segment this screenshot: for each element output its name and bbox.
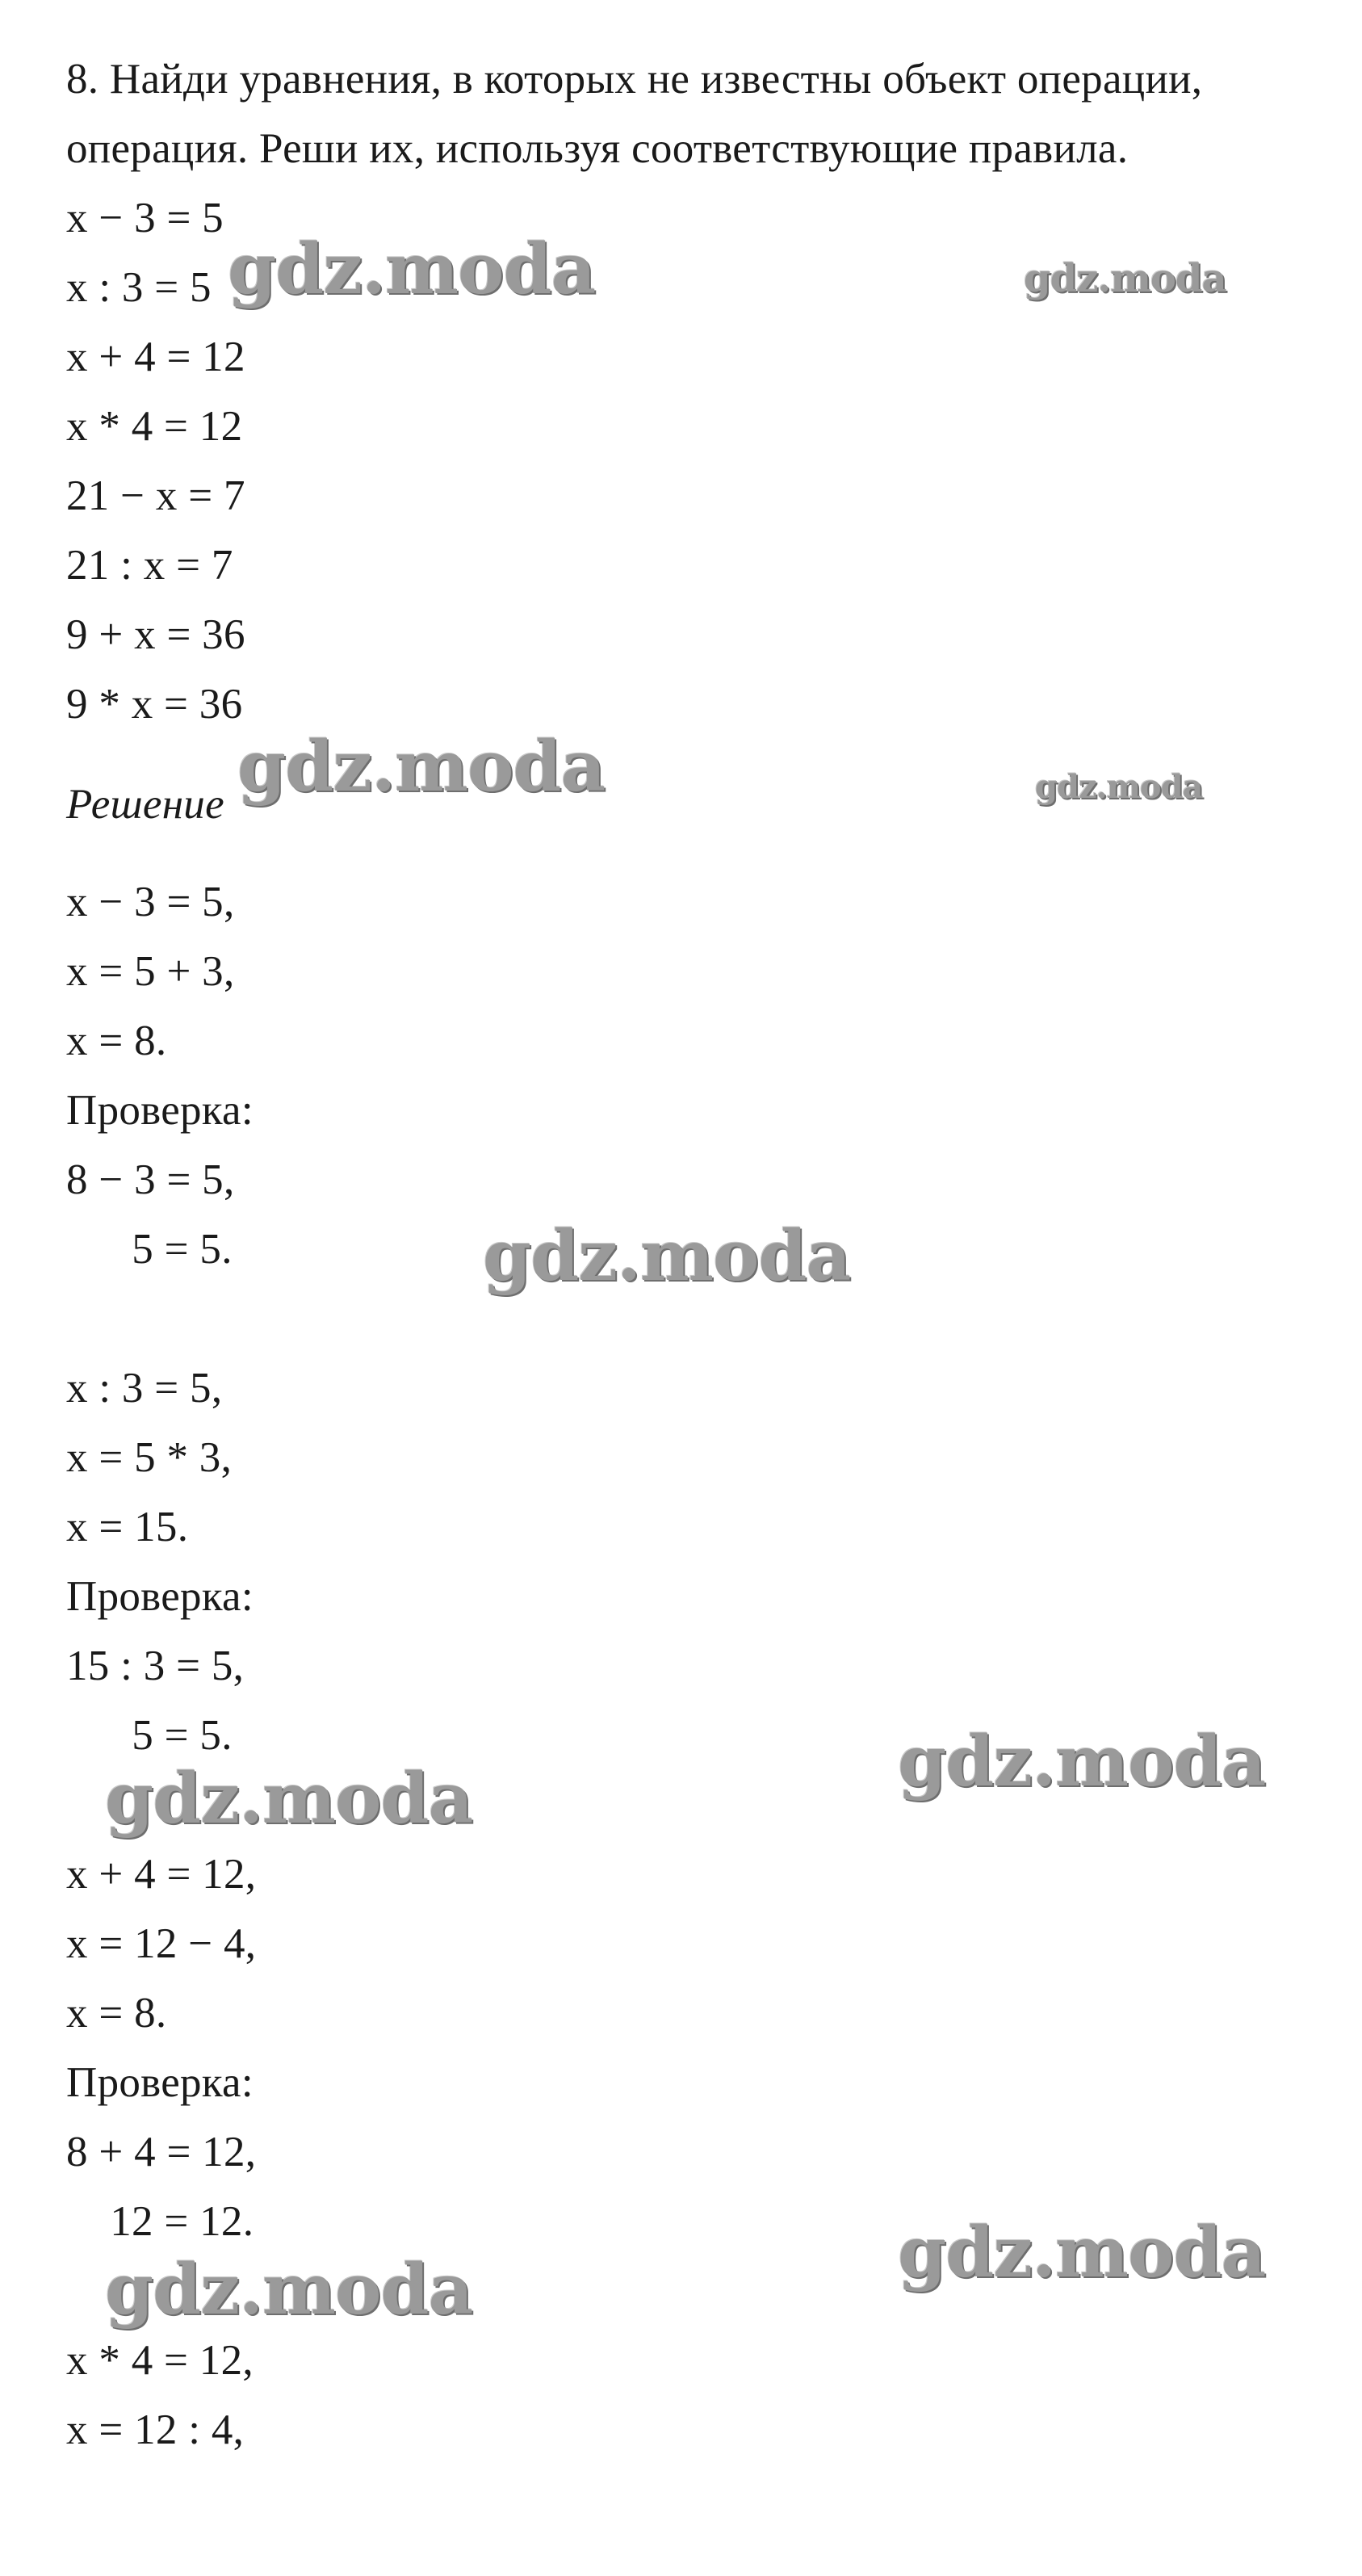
solution-1-step-3: x = 8. [66, 1017, 167, 1064]
solution-1-check-1: 8 − 3 = 5, [66, 1156, 235, 1203]
task-title-line-2: операция. Реши их, используя соответствующие правила. [66, 125, 1129, 172]
solution-1-check-2: 5 = 5. [66, 1226, 233, 1273]
watermark-logo: gdz.moda [105, 1758, 473, 1840]
watermark-logo: gdz.moda [1035, 768, 1203, 806]
solution-3-check-label: Проверка: [66, 2059, 254, 2106]
watermark-logo: gdz.moda [228, 229, 596, 310]
solution-3-step-2: x = 12 − 4, [66, 1920, 257, 1967]
equation-6: 21 : x = 7 [66, 542, 233, 589]
watermark-logo: gdz.moda [898, 2212, 1266, 2293]
equation-3: x + 4 = 12 [66, 334, 245, 380]
solution-1-step-1: x − 3 = 5, [66, 879, 235, 925]
watermark-logo: gdz.moda [1024, 256, 1226, 301]
solution-4-step-1: x * 4 = 12, [66, 2337, 254, 2384]
task-title-line-1: 8. Найди уравнения, в которых не известны объект операции, [66, 56, 1203, 103]
watermark-logo: gdz.moda [898, 1721, 1266, 1802]
solution-2-check-2: 5 = 5. [66, 1712, 233, 1759]
equation-5: 21 − x = 7 [66, 472, 245, 519]
solution-1-step-2: x = 5 + 3, [66, 948, 235, 995]
solution-2-check-label: Проверка: [66, 1573, 254, 1620]
watermark-logo: gdz.moda [483, 1215, 851, 1297]
solution-2-check-1: 15 : 3 = 5, [66, 1643, 245, 1689]
equation-2: x : 3 = 5 [66, 264, 212, 311]
solution-3-check-1: 8 + 4 = 12, [66, 2129, 257, 2175]
watermark-logo: gdz.moda [105, 2249, 473, 2331]
solution-2-step-3: x = 15. [66, 1504, 189, 1550]
equation-7: 9 + x = 36 [66, 611, 245, 658]
solution-3-check-2: 12 = 12. [66, 2198, 254, 2245]
solution-2-step-2: x = 5 * 3, [66, 1434, 233, 1481]
equation-1: x − 3 = 5 [66, 195, 224, 241]
solution-3-step-1: x + 4 = 12, [66, 1851, 257, 1898]
equation-4: x * 4 = 12 [66, 403, 243, 450]
equation-8: 9 * x = 36 [66, 681, 243, 728]
solution-4-step-2: x = 12 : 4, [66, 2406, 245, 2453]
solution-heading: Решение [66, 781, 224, 828]
solution-3-step-3: x = 8. [66, 1990, 167, 2037]
solution-2-step-1: x : 3 = 5, [66, 1365, 223, 1412]
watermark-logo: gdz.moda [237, 726, 606, 808]
solution-1-check-label: Проверка: [66, 1087, 254, 1134]
